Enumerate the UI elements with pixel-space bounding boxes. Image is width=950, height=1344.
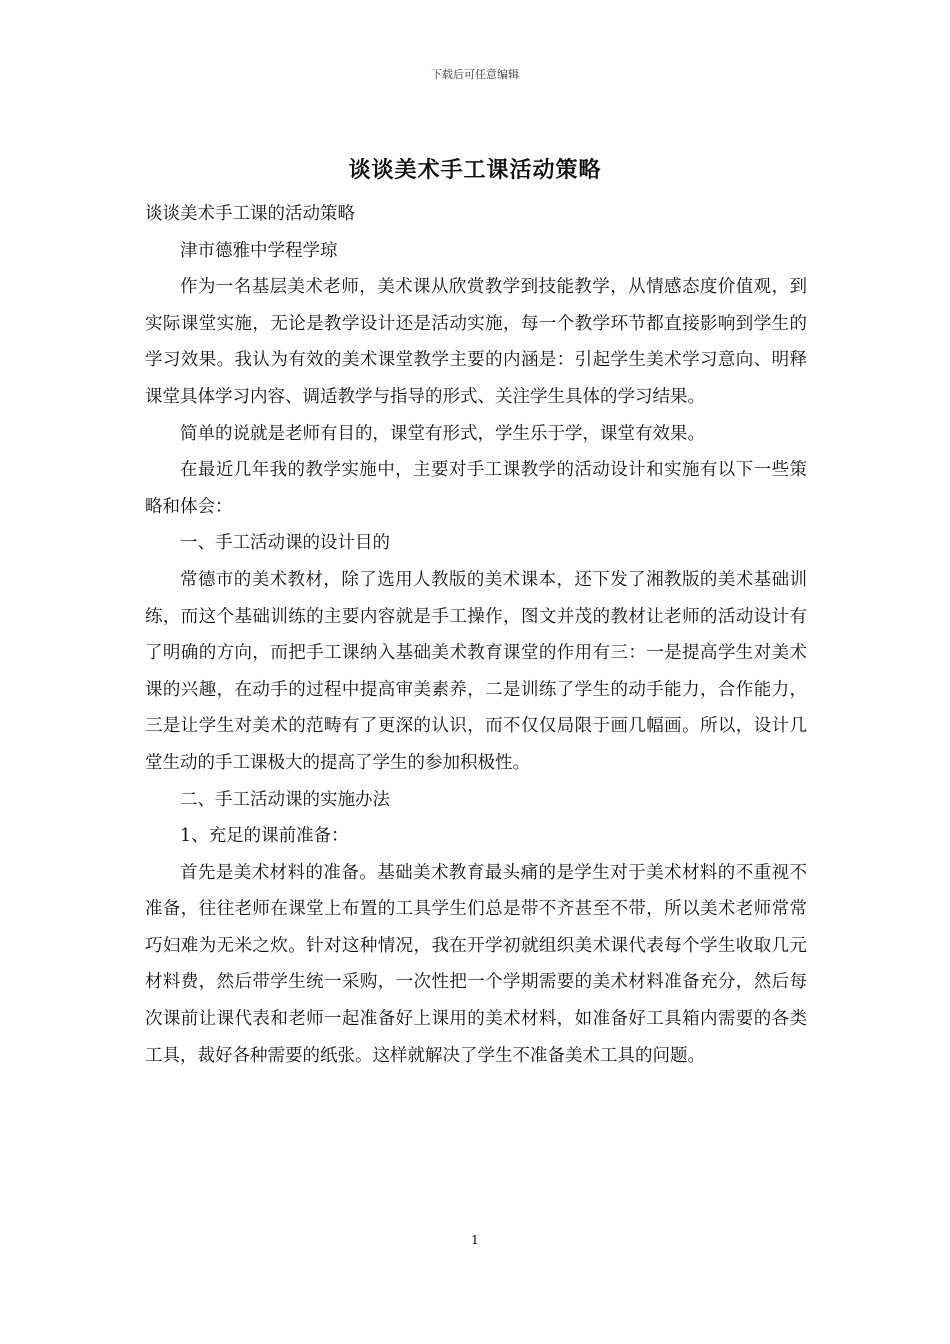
subsection-heading: 1、充足的课前准备：: [180, 826, 349, 847]
document-title: 谈谈美术手工课活动策略: [348, 157, 602, 183]
body-paragraph: 常德市的美术教材，除了选用人教版的美术课本，还下发了湘教版的美术基础训练，而这个基础训练的主要内容就是手工操作，图文并茂的教材让老师的活动设计有了明确的方向，而把手工课纳入基础美术教育课堂的作用有三：一是提高学生对美术课的兴趣，在动手的过程中提高审美素养，二是训练了学生的动手能力，合作能力，三是让学生对美术的范畴有了更深的认识，而不仅仅局限于画几幅画。所以，设计几堂生动的手工课极大的提高了学生的参加积极性。: [145, 569, 807, 773]
subtitle-paragraph: 谈谈美术手工课的活动策略: [145, 204, 355, 224]
section-heading: 一、手工活动课的设计目的: [180, 533, 390, 554]
body-paragraph: 首先是美术材料的准备。基础美术教育最头痛的是学生对于美术材料的不重视不准备，往往老师在课堂上布置的工具学生们总是带不齐甚至不带，所以美术老师常常巧妇难为无米之炊。针对这种情况，我在开学初就组织美术课代表每个学生收取几元材料费，然后带学生统一采购，一次性把一个学期需要的美术材料准备充分，然后每次课前让课代表和老师一起准备好上课用的美术材料，如准备好工具箱内需要的各类工具，裁好各种需要的纸张。这样就解决了学生不准备美术工具的问题。: [145, 862, 807, 1066]
body-paragraph: 作为一名基层美术老师，美术课从欣赏教学到技能教学，从情感态度价值观，到实际课堂实施，无论是教学设计还是活动实施，每一个教学环节都直接影响到学生的学习效果。我认为有效的美术课堂教学主要的内涵是：引起学生美术学习意向、明释课堂具体学习内容、调适教学与指导的形式、关注学生具体的学习结果。: [145, 277, 807, 407]
author-line: 津市德雅中学程学琼: [180, 240, 338, 261]
section-heading: 二、手工活动课的实施办法: [180, 789, 390, 810]
page-number: 1: [471, 1233, 479, 1247]
document-body: [145, 196, 807, 1074]
header-note: 下载后可任意编辑: [431, 68, 519, 81]
body-paragraph: 简单的说就是老师有目的，课堂有形式，学生乐于学，课堂有效果。: [180, 423, 705, 444]
body-paragraph: 在最近几年我的教学实施中，主要对手工课教学的活动设计和实施有以下一些策略和体会：: [145, 460, 807, 517]
